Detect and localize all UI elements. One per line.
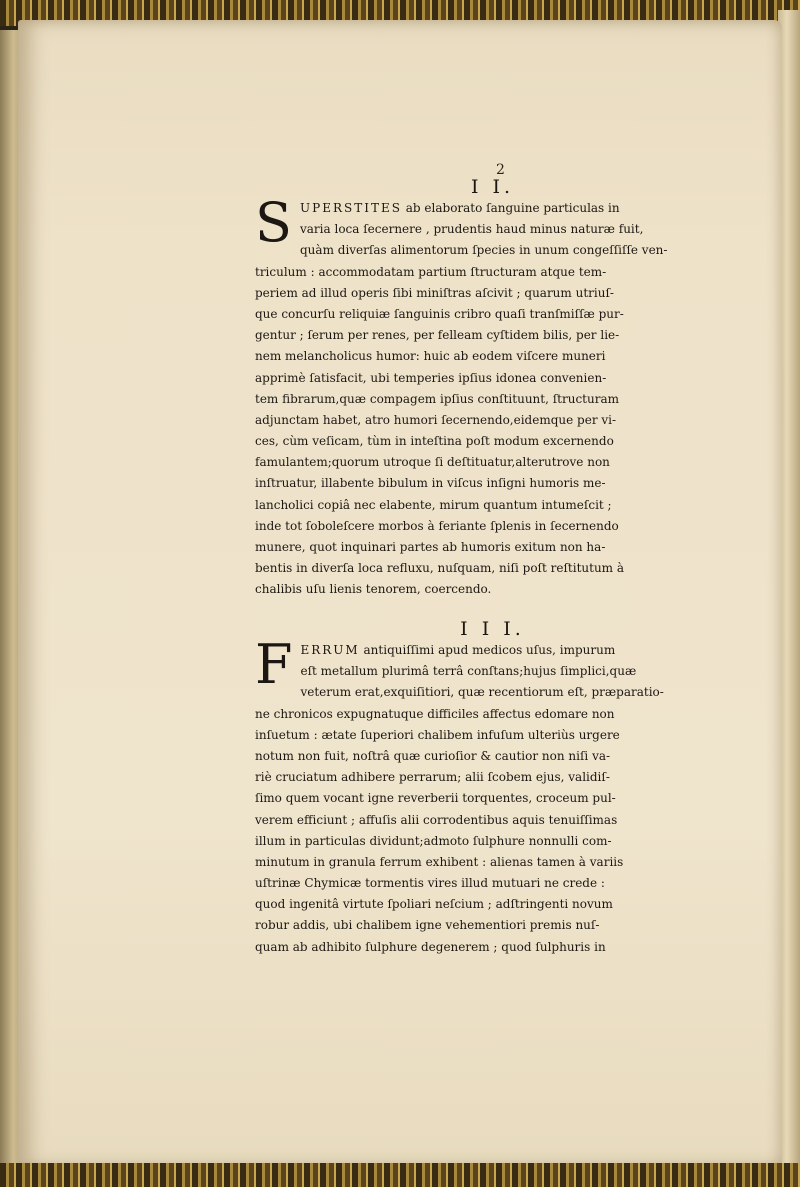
text-line: eſt metallum plurimâ terrâ conſtans;hujus ſimplici,quæ [300, 664, 637, 679]
text-line: chalibis uſu lienis tenorem, coercendo. [255, 582, 492, 597]
text-line: ERRUM antiquiſſimi apud medicos uſus, impurum [300, 643, 616, 657]
text-line: bentis in diverſa loca refluxu, nuſquam, niſi poſt reſtitutum à [255, 561, 625, 576]
text-line: famulantem;quorum utroque ſi deſtituatur,alterutrove non [255, 455, 610, 470]
section-heading: I I I. [460, 618, 525, 640]
text-line: lancholici copiâ nec elabente, mirum quantum intumeſcit ; [255, 497, 612, 512]
text-line: que concurſu reliquiæ ſanguinis cribro quaſi tranſmiſſæ pur- [255, 306, 624, 321]
book-binding-bottom [0, 1163, 800, 1187]
text-line: ſimo quem vocant igne reverberii torquentes, croceum pul- [255, 791, 616, 806]
text-line: illum in particulas dividunt;admoto ſulphure nonnulli com- [255, 833, 612, 848]
text-line: notum non fuit, noſtrâ quæ curioſior & cautior non niſi va- [255, 748, 611, 763]
text-line: quam ab adhibito ſulphure degenerem ; quod ſulphuris in [255, 939, 606, 954]
text-line: robur addis, ubi chalibem igne vehementiori premis nuſ- [255, 918, 600, 933]
text-line: verem efficiunt ; affuſis alii corrodentibus aquis tenuiſſimas [255, 812, 618, 827]
text-line: adjunctam habet, atro humori ſecernendo,eidemque per vi- [255, 412, 617, 427]
text-line: inſtruatur, illabente bibulum in viſcus inſigni humoris me- [255, 476, 606, 491]
text-line: ne chronicos expugnatuque difficiles affectus edomare non [255, 706, 615, 721]
drop-capital: F [255, 633, 293, 696]
section-2 [255, 176, 770, 601]
text-line: munere, quot inquinari partes ab humoris exitum non ha- [255, 540, 606, 554]
page-number: 2 [496, 162, 505, 178]
text-line: inde tot ſoboleſcere morbos à feriante ſplenis in ſecernendo [255, 518, 619, 533]
text-line: quod ingenitâ virtute ſpoliari neſcium ; adſtringenti novum [255, 897, 613, 912]
section-paragraph [255, 191, 770, 601]
text-line: varia loca ſecernere , prudentis haud minus naturæ fuit, [300, 222, 644, 237]
text-line: quàm diverſas alimentorum ſpecies in unum congeſſiſſe ven- [300, 243, 668, 258]
text-line: minutum in granula ferrum exhibent : alienas tamen à variis [255, 854, 624, 869]
text-line: triculum : accommodatam partium ſtructuram atque tem- [255, 264, 607, 279]
text-line: gentur ; ſerum per renes, per felleam cyſtidem bilis, per lie- [255, 328, 620, 343]
text-line: inſuetum : ætate ſuperiori chalibem infuſum ulteriùs urgere [255, 727, 620, 742]
text-line: UPERSTITES ab elaborato ſanguine particulas in [300, 201, 620, 215]
section-paragraph [255, 633, 770, 958]
section-3 [255, 618, 770, 958]
text-line: veterum erat,exquiſitiori, quæ recentiorum eſt, præparatio- [300, 685, 664, 700]
lead-word: UPERSTITES [300, 201, 402, 215]
text-line: riè cruciatum adhibere perrarum; alii ſcobem ejus, validiſ- [255, 770, 610, 785]
text-line: ces, cùm veſicam, tùm in inteſtina poſt modum excernendo [255, 434, 614, 449]
section-heading: I I. [470, 176, 515, 198]
text-line: apprimè ſatisfacit, ubi temperies ipſius idonea convenien- [255, 370, 607, 385]
text-line: uſtrinæ Chymicæ tormentis vires illud mutuari ne crede : [255, 876, 605, 891]
text-line: nem melancholicus humor: huic ab eodem viſcere muneri [255, 349, 606, 364]
text-line: periem ad illud operis ſibi miniſtras aſcivit ; quarum utriuſ- [255, 285, 614, 300]
text-line: tem fibrarum,quæ compagem ipſius conſtituunt, ſtructuram [255, 391, 619, 406]
lead-word: ERRUM [300, 643, 360, 657]
drop-capital: S [255, 191, 292, 254]
